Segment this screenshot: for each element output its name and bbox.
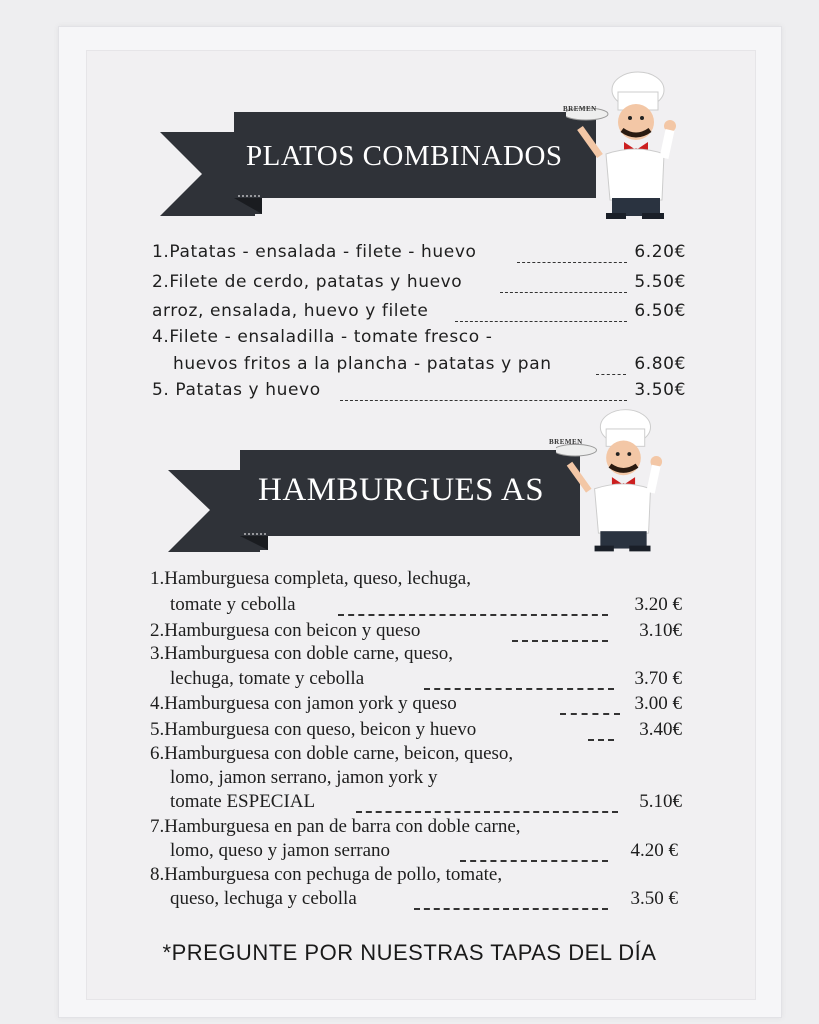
item-text: 2.Hamburguesa con beicon y queso bbox=[150, 620, 421, 641]
item-text: 2.Filete de cerdo, patatas y huevo bbox=[152, 272, 463, 292]
item-text: huevos fritos a la plancha - patatas y pan bbox=[173, 354, 552, 374]
leader-dots bbox=[517, 262, 627, 263]
list-item bbox=[0, 380, 819, 406]
item-text: 5. Patatas y huevo bbox=[152, 380, 321, 400]
item-text: tomate ESPECIAL bbox=[170, 791, 316, 812]
item-text: queso, lechuga y cebolla bbox=[170, 888, 357, 909]
item-price: 6.20€ bbox=[634, 242, 686, 262]
item-text: 7.Hamburguesa en pan de barra con doble carne, bbox=[150, 816, 521, 837]
footer-note: *PREGUNTE POR NUESTRAS TAPAS DEL DÍA bbox=[162, 940, 657, 965]
list-item bbox=[0, 816, 819, 842]
chef-label: BREMEN bbox=[563, 105, 597, 113]
item-price: 6.50€ bbox=[634, 301, 686, 321]
item-text: lomo, jamon serrano, jamon york y bbox=[170, 767, 438, 788]
list-item bbox=[0, 888, 819, 914]
leader-dashes bbox=[424, 688, 614, 690]
leader-dots bbox=[596, 374, 626, 375]
leader-dashes bbox=[460, 860, 608, 862]
item-text: lomo, queso y jamon serrano bbox=[170, 840, 391, 861]
list-item bbox=[0, 719, 819, 745]
item-text: 4.Filete - ensaladilla - tomate fresco - bbox=[152, 327, 493, 347]
leader-dots bbox=[455, 321, 627, 322]
leader-dashes bbox=[356, 811, 618, 813]
item-price: 3.10€ bbox=[639, 620, 682, 641]
item-text: 1.Patatas - ensalada - filete - huevo bbox=[152, 242, 477, 262]
item-price: 3.00 € bbox=[634, 693, 682, 714]
list-item bbox=[0, 242, 819, 268]
item-price: 4.20 € bbox=[630, 840, 678, 861]
leader-dots bbox=[340, 400, 627, 401]
chef-icon bbox=[556, 404, 664, 560]
item-price: 6.80€ bbox=[634, 354, 686, 374]
item-text: 1.Hamburguesa completa, queso, lechuga, bbox=[150, 568, 471, 589]
item-text: tomate y cebolla bbox=[170, 594, 296, 615]
list-item bbox=[0, 791, 819, 817]
list-item bbox=[0, 668, 819, 694]
item-price: 3.70 € bbox=[634, 668, 682, 689]
item-text: 8.Hamburguesa con pechuga de pollo, tomate, bbox=[150, 864, 503, 885]
list-item bbox=[0, 767, 819, 793]
hamburguesas-title: HAMBURGUES AS bbox=[258, 472, 545, 508]
leader-dots bbox=[500, 292, 627, 293]
list-item bbox=[0, 864, 819, 890]
item-price: 3.50 € bbox=[630, 888, 678, 909]
list-item bbox=[0, 568, 819, 594]
chef-label: BREMEN bbox=[549, 438, 583, 446]
platos-title: PLATOS COMBINADOS bbox=[246, 140, 563, 172]
list-item bbox=[0, 354, 819, 380]
list-item bbox=[0, 327, 819, 353]
item-text: lechuga, tomate y cebolla bbox=[170, 668, 365, 689]
item-text: 3.Hamburguesa con doble carne, queso, bbox=[150, 643, 454, 664]
item-price: 5.50€ bbox=[634, 272, 686, 292]
item-text: 4.Hamburguesa con jamon york y queso bbox=[150, 693, 457, 714]
chef-icon bbox=[566, 68, 678, 226]
leader-dashes bbox=[338, 614, 608, 616]
list-item bbox=[0, 301, 819, 327]
leader-dashes bbox=[512, 640, 608, 642]
list-item bbox=[0, 272, 819, 298]
item-price: 3.40€ bbox=[639, 719, 682, 740]
item-text: 6.Hamburguesa con doble carne, beicon, queso, bbox=[150, 743, 514, 764]
item-text: 5.Hamburguesa con queso, beicon y huevo bbox=[150, 719, 477, 740]
item-price: 5.10€ bbox=[639, 791, 682, 812]
item-price: 3.50€ bbox=[634, 380, 686, 400]
list-item bbox=[0, 743, 819, 769]
list-item bbox=[0, 693, 819, 719]
list-item bbox=[0, 840, 819, 866]
item-text: arroz, ensalada, huevo y filete bbox=[152, 301, 429, 321]
leader-dashes bbox=[414, 908, 608, 910]
item-price: 3.20 € bbox=[634, 594, 682, 615]
list-item bbox=[0, 643, 819, 669]
list-item bbox=[0, 594, 819, 620]
